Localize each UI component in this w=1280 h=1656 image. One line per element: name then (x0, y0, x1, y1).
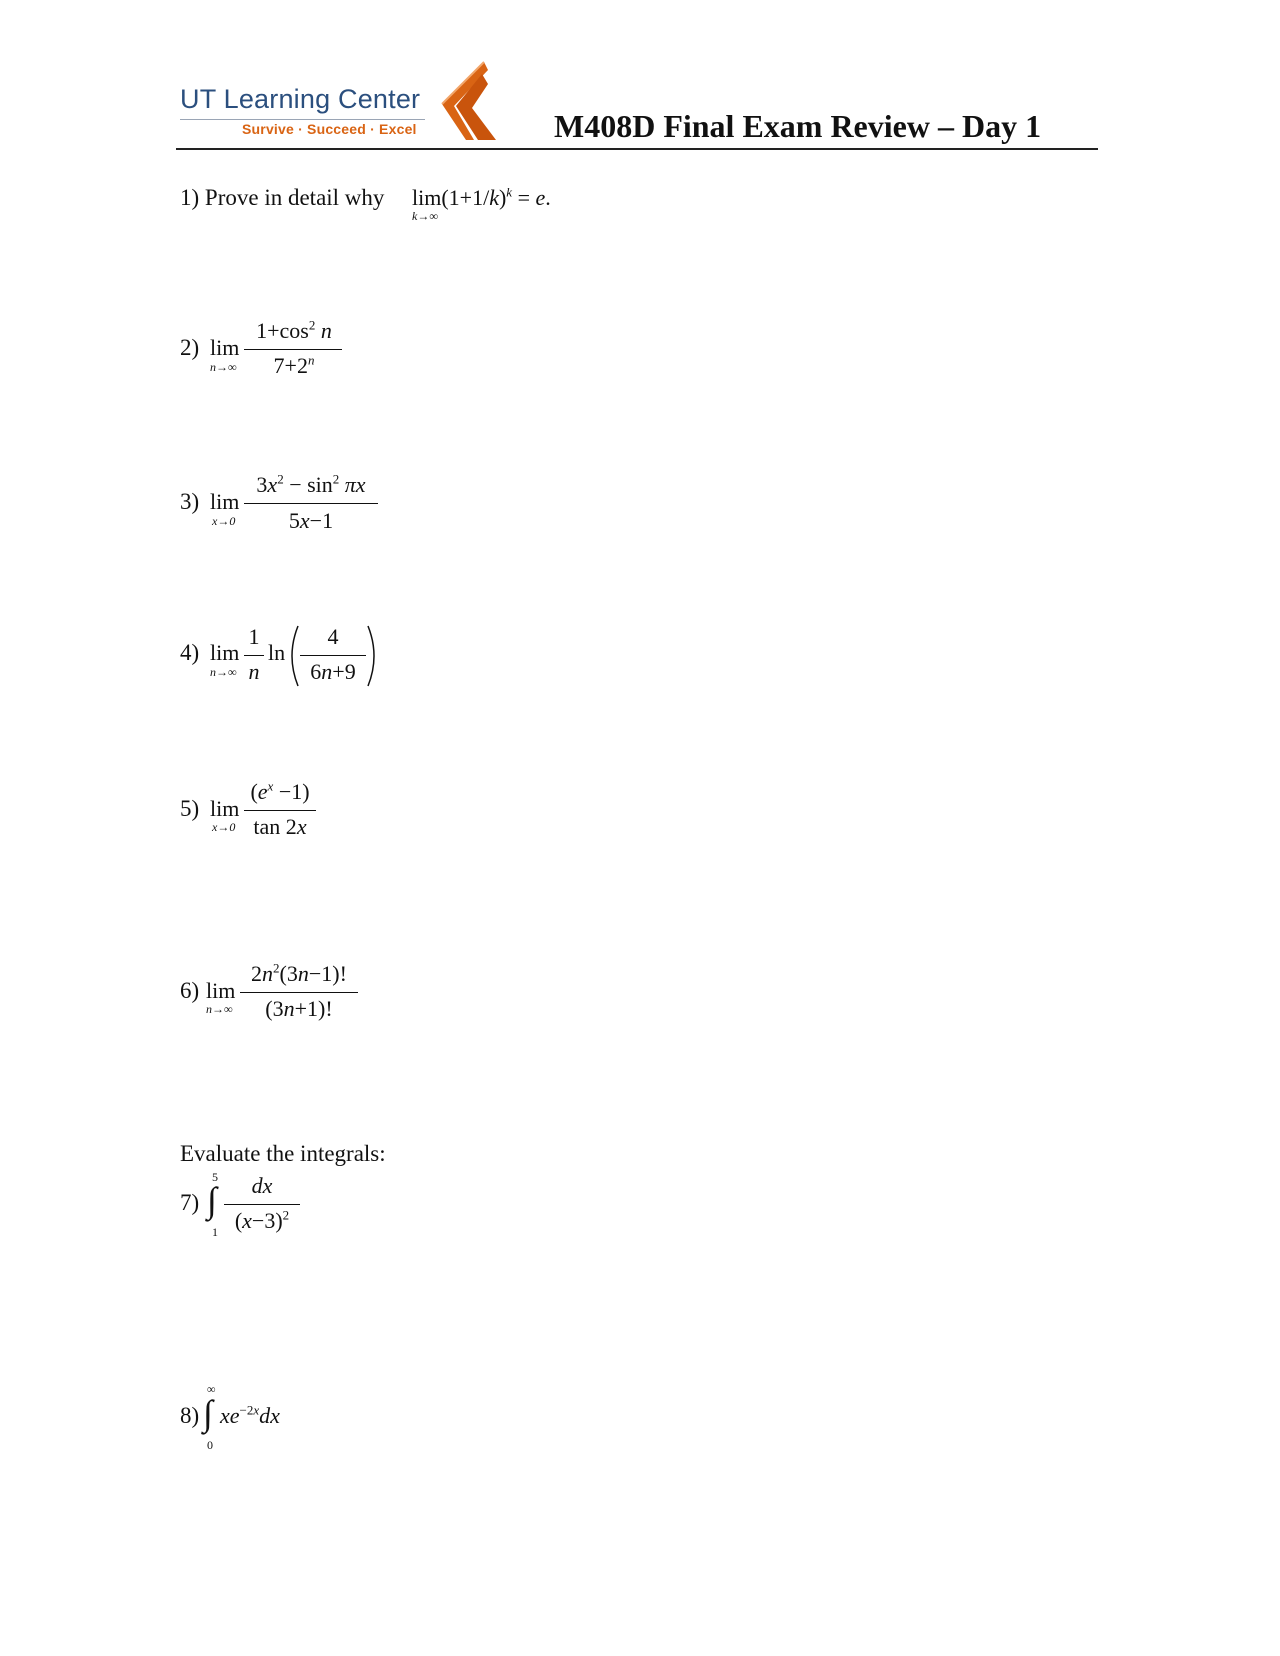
problem-number: 8) (180, 1403, 200, 1428)
problem-1 (180, 185, 384, 211)
logo-name: UT Learning Center (180, 84, 421, 114)
limit-subscript: k→∞ (412, 209, 438, 223)
section-heading: Evaluate the integrals: (180, 1141, 386, 1166)
problem-number: 5) (180, 796, 200, 821)
upper-limit: 5 (212, 1170, 218, 1184)
integral-sign-icon: ∫ (203, 1393, 213, 1433)
problem-number: 1) (180, 185, 200, 210)
problem-prompt: Prove in detail why (204, 185, 385, 210)
lower-limit: 1 (212, 1225, 218, 1239)
problem-number: 3) (180, 489, 200, 514)
upper-limit: ∞ (207, 1382, 216, 1396)
problem-1-formula: $\lim(1+1/k)^k = e$. (412, 184, 551, 210)
problem-number: 2) (180, 335, 200, 360)
logo-tagline: Survive · Succeed · Excel (242, 121, 417, 137)
integral-sign-icon: ∫ (207, 1180, 217, 1220)
header-divider (176, 148, 1098, 150)
problem-number: 4) (180, 640, 200, 665)
logo-chevron-icon (432, 60, 504, 145)
problem-number: 7) (180, 1190, 200, 1215)
logo-divider (180, 119, 425, 120)
problem-number: 6) (180, 978, 200, 1003)
lower-limit: 0 (207, 1438, 213, 1452)
page-title: M408D Final Exam Review – Day 1 (554, 108, 1042, 144)
